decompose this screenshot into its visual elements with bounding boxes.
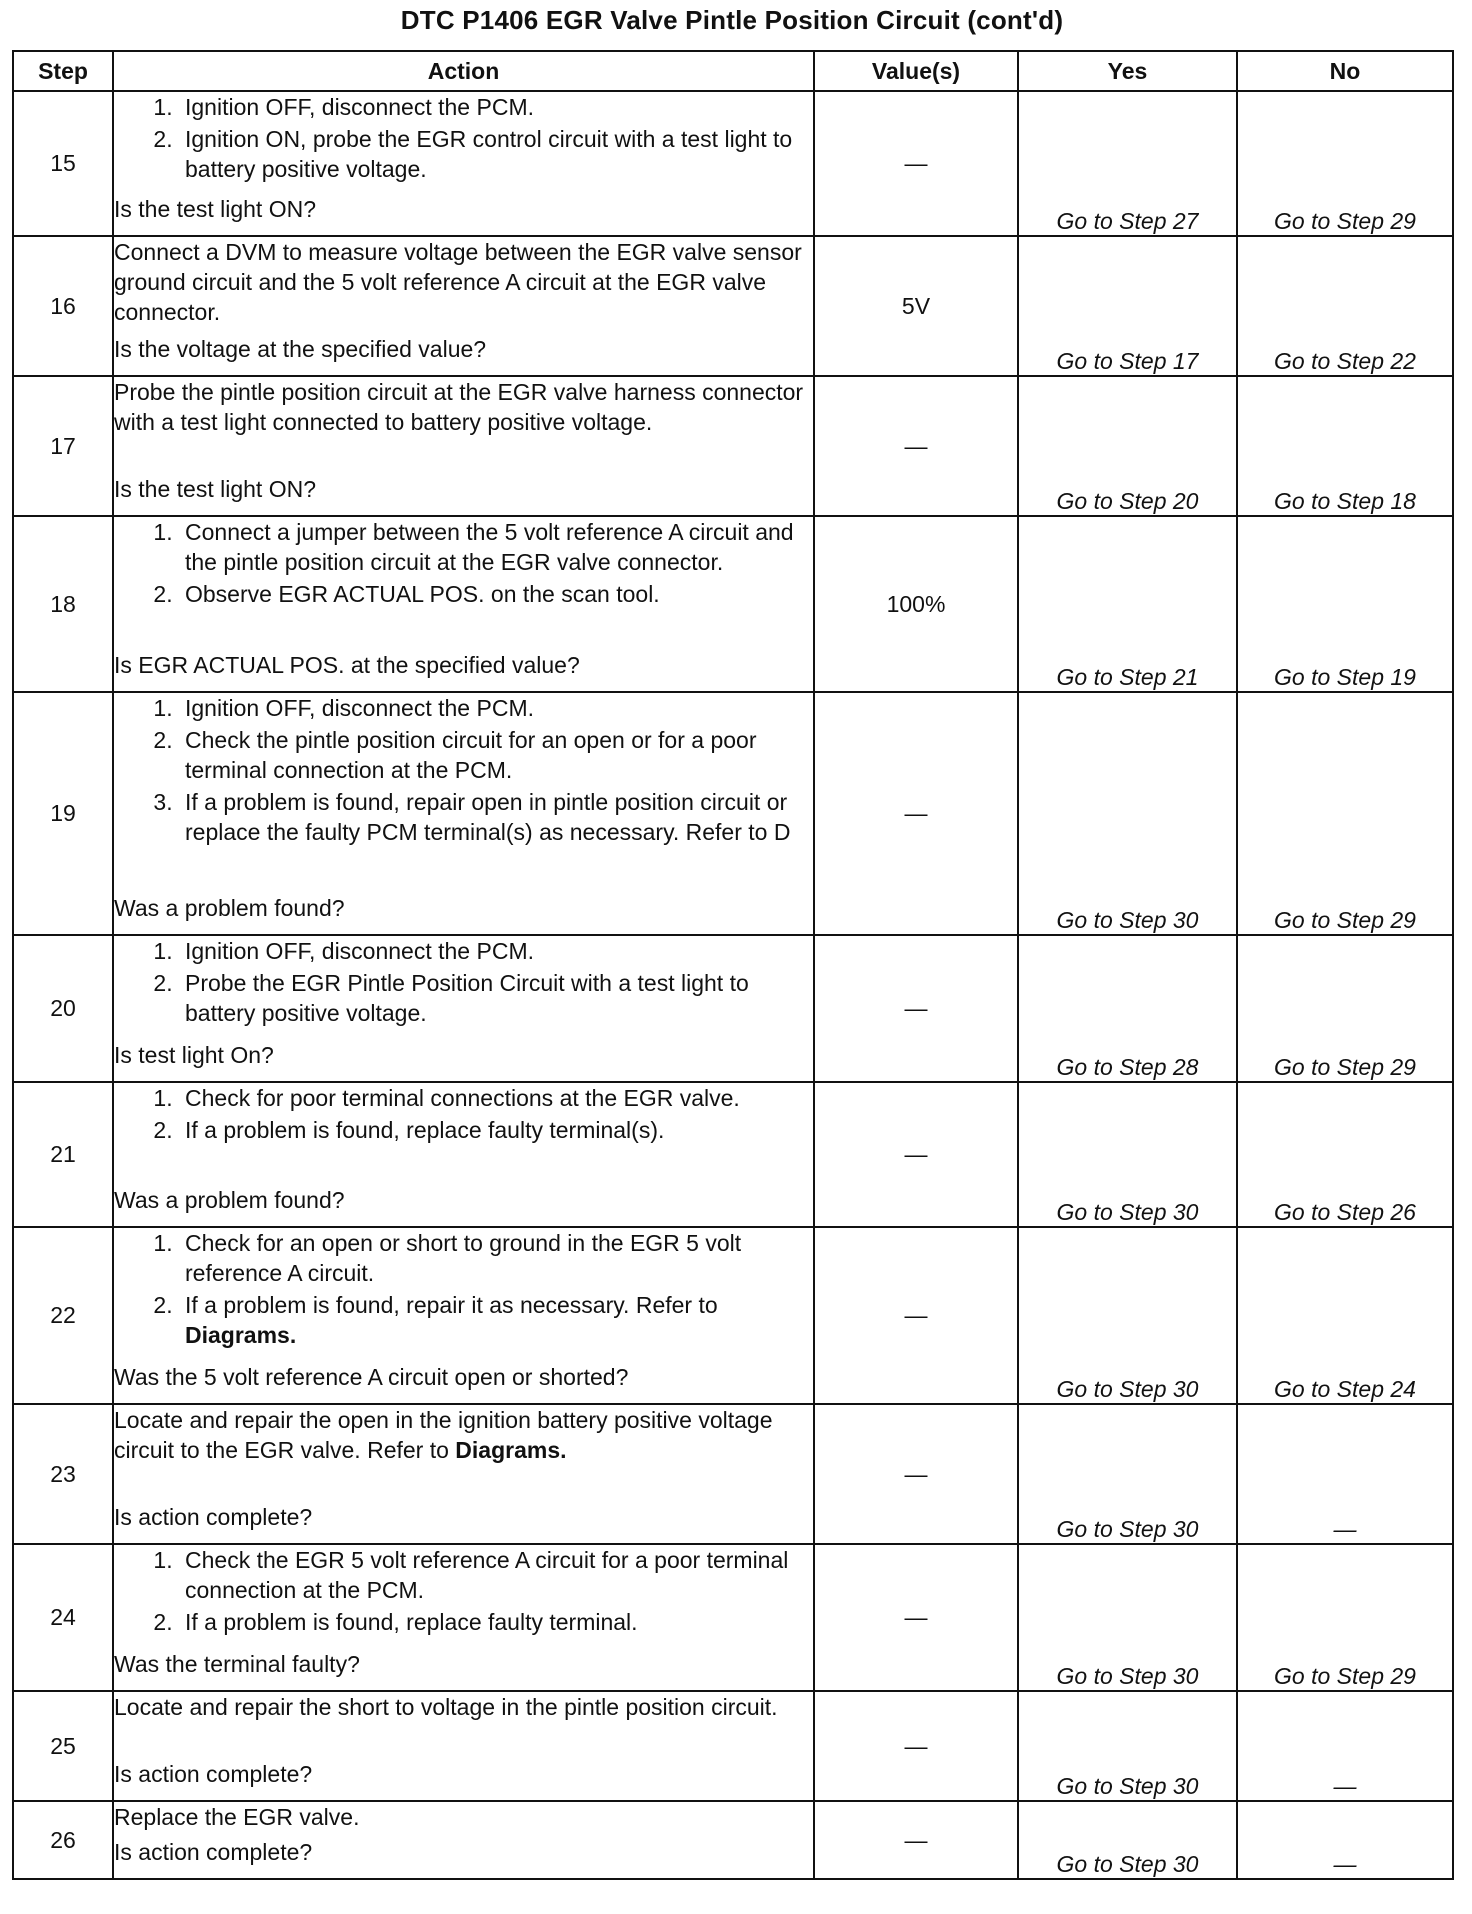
action-cell: [113, 1082, 814, 1227]
step-number: 17: [13, 376, 113, 516]
step-number: 25: [13, 1691, 113, 1801]
action-instruction: [114, 1802, 813, 1832]
action-instruction-text: Locate and repair the short to voltage in the pintle position circuit.: [114, 1694, 778, 1720]
action-step-item: [179, 1083, 813, 1113]
no-goto-cell: —: [1237, 1404, 1453, 1544]
no-goto-cell: Go to Step 26: [1237, 1082, 1453, 1227]
action-step-item: [179, 1290, 813, 1350]
yes-goto-cell: Go to Step 30: [1018, 1801, 1237, 1879]
no-goto-cell: Go to Step 29: [1237, 1544, 1453, 1691]
table-row: [13, 1082, 1453, 1227]
no-goto-cell: Go to Step 29: [1237, 935, 1453, 1082]
action-cell: [113, 516, 814, 692]
table-row: [13, 1544, 1453, 1691]
table-row: [13, 935, 1453, 1082]
table-row: [13, 1227, 1453, 1404]
step-number: 16: [13, 236, 113, 376]
value-cell: —: [814, 1404, 1018, 1544]
action-step-item: [179, 92, 813, 122]
table-row: [13, 1801, 1453, 1879]
action-instruction-text: Replace the EGR valve.: [114, 1804, 360, 1830]
action-instruction-text: Probe the pintle position circuit at the EGR valve harness connector with a test light connected to battery positive voltage.: [114, 379, 804, 435]
column-header-step: Step: [13, 51, 113, 91]
action-cell: [113, 1691, 814, 1801]
action-instruction: [114, 1405, 813, 1465]
action-step-text: Connect a jumper between the 5 volt reference A circuit and the pintle position circuit at the EGR valve connector.: [185, 519, 794, 575]
table-row: [13, 516, 1453, 692]
table-row: [13, 236, 1453, 376]
action-step-list: [114, 936, 813, 1028]
action-step-text: Check for poor terminal connections at the EGR valve.: [185, 1085, 740, 1111]
action-step-list: [114, 1083, 813, 1145]
action-step-item: [179, 1115, 813, 1145]
no-goto-cell: Go to Step 24: [1237, 1227, 1453, 1404]
action-question: Is the voltage at the specified value?: [114, 336, 487, 362]
step-number: 24: [13, 1544, 113, 1691]
action-question: Is test light On?: [114, 1042, 274, 1068]
step-number: 20: [13, 935, 113, 1082]
action-question: Is action complete?: [114, 1761, 313, 1787]
table-header-row: [13, 51, 1453, 91]
action-step-text: Check the EGR 5 volt reference A circuit for a poor terminal connection at the PCM.: [185, 1547, 789, 1603]
diagnostic-table: [12, 50, 1454, 1880]
action-step-item: [179, 517, 813, 577]
action-step-item: [179, 936, 813, 966]
action-instruction-text: Connect a DVM to measure voltage between the EGR valve sensor ground circuit and the 5 volt reference A circuit at the EGR valve connector.: [114, 239, 802, 325]
action-step-list: [114, 92, 813, 184]
value-cell: —: [814, 91, 1018, 236]
value-cell: —: [814, 1544, 1018, 1691]
value-cell: —: [814, 1082, 1018, 1227]
action-question: Is the test light ON?: [114, 476, 316, 502]
page-title: DTC P1406 EGR Valve Pintle Position Circuit (cont'd): [400, 5, 1064, 35]
no-goto-cell: —: [1237, 1691, 1453, 1801]
action-question: Is the test light ON?: [114, 196, 316, 222]
column-header-action: Action: [113, 51, 814, 91]
step-number: 22: [13, 1227, 113, 1404]
action-step-text: Ignition OFF, disconnect the PCM.: [185, 938, 534, 964]
action-instruction-text: Locate and repair the open in the ignition battery positive voltage circuit to the EGR valve. Refer to: [114, 1407, 773, 1463]
yes-goto-cell: Go to Step 30: [1018, 1227, 1237, 1404]
action-step-list: [114, 693, 813, 847]
no-goto-cell: Go to Step 19: [1237, 516, 1453, 692]
action-question: Was the terminal faulty?: [114, 1651, 360, 1677]
action-question: Is action complete?: [114, 1504, 313, 1530]
value-cell: —: [814, 1227, 1018, 1404]
table-row: [13, 692, 1453, 935]
action-step-item: [179, 1228, 813, 1288]
action-cell: [113, 376, 814, 516]
action-step-item: [179, 579, 813, 609]
action-step-item: [179, 693, 813, 723]
action-cell: [113, 1404, 814, 1544]
no-goto-cell: Go to Step 18: [1237, 376, 1453, 516]
value-cell: —: [814, 692, 1018, 935]
step-number: 21: [13, 1082, 113, 1227]
step-number: 19: [13, 692, 113, 935]
value-cell: —: [814, 1691, 1018, 1801]
action-question: Was a problem found?: [114, 895, 345, 921]
action-step-text: If a problem is found, replace faulty terminal(s).: [185, 1117, 665, 1143]
yes-goto-cell: Go to Step 21: [1018, 516, 1237, 692]
action-step-text: Observe EGR ACTUAL POS. on the scan tool.: [185, 581, 660, 607]
action-step-text: Ignition OFF, disconnect the PCM.: [185, 695, 534, 721]
yes-goto-cell: Go to Step 30: [1018, 692, 1237, 935]
action-instruction: [114, 1692, 813, 1722]
value-cell: 5V: [814, 236, 1018, 376]
action-instruction: [114, 377, 813, 437]
action-step-list: [114, 1545, 813, 1637]
yes-goto-cell: Go to Step 17: [1018, 236, 1237, 376]
step-number: 18: [13, 516, 113, 692]
yes-goto-cell: Go to Step 28: [1018, 935, 1237, 1082]
action-cell: [113, 1544, 814, 1691]
action-step-list: [114, 1228, 813, 1350]
action-step-text: Ignition ON, probe the EGR control circuit with a test light to battery positive voltage.: [185, 126, 793, 182]
action-step-text: Check for an open or short to ground in the EGR 5 volt reference A circuit.: [185, 1230, 742, 1286]
column-header-values: Value(s): [814, 51, 1018, 91]
action-question: Is EGR ACTUAL POS. at the specified value?: [114, 652, 580, 678]
action-step-text: Probe the EGR Pintle Position Circuit with a test light to battery positive voltage.: [185, 970, 749, 1026]
action-instruction: [114, 237, 813, 327]
action-step-item: [179, 725, 813, 785]
action-question: Is action complete?: [114, 1839, 313, 1865]
value-cell: 100%: [814, 516, 1018, 692]
action-cell: [113, 91, 814, 236]
value-cell: —: [814, 1801, 1018, 1879]
step-number: 15: [13, 91, 113, 236]
yes-goto-cell: Go to Step 30: [1018, 1544, 1237, 1691]
action-cell: [113, 1227, 814, 1404]
table-row: [13, 91, 1453, 236]
no-goto-cell: Go to Step 29: [1237, 692, 1453, 935]
column-header-yes: Yes: [1018, 51, 1237, 91]
no-goto-cell: Go to Step 29: [1237, 91, 1453, 236]
diagrams-reference: Diagrams.: [455, 1437, 567, 1463]
diagrams-reference: Diagrams.: [185, 1322, 297, 1348]
table-row: [13, 1691, 1453, 1801]
table-body: [13, 91, 1453, 1879]
yes-goto-cell: Go to Step 30: [1018, 1404, 1237, 1544]
action-question: Was a problem found?: [114, 1187, 345, 1213]
action-step-item: [179, 1607, 813, 1637]
value-cell: —: [814, 376, 1018, 516]
column-header-no: No: [1237, 51, 1453, 91]
action-cell: [113, 935, 814, 1082]
yes-goto-cell: Go to Step 27: [1018, 91, 1237, 236]
step-number: 23: [13, 1404, 113, 1544]
action-cell: [113, 1801, 814, 1879]
action-step-text: Ignition OFF, disconnect the PCM.: [185, 94, 534, 120]
action-step-item: [179, 124, 813, 184]
no-goto-cell: —: [1237, 1801, 1453, 1879]
value-cell: —: [814, 935, 1018, 1082]
yes-goto-cell: Go to Step 20: [1018, 376, 1237, 516]
yes-goto-cell: Go to Step 30: [1018, 1691, 1237, 1801]
action-cell: [113, 692, 814, 935]
yes-goto-cell: Go to Step 30: [1018, 1082, 1237, 1227]
action-cell: [113, 236, 814, 376]
action-step-text: Check the pintle position circuit for an open or for a poor terminal connection at the PCM.: [185, 727, 757, 783]
action-step-item: [179, 968, 813, 1028]
action-step-text: If a problem is found, repair it as necessary. Refer to: [185, 1292, 718, 1318]
action-step-text: If a problem is found, replace faulty terminal.: [185, 1609, 638, 1635]
no-goto-cell: Go to Step 22: [1237, 236, 1453, 376]
action-step-item: [179, 1545, 813, 1605]
step-number: 26: [13, 1801, 113, 1879]
action-step-item: [179, 787, 813, 847]
table-row: [13, 376, 1453, 516]
action-step-text: If a problem is found, repair open in pintle position circuit or replace the faulty PCM terminal(s) as necessary. Refer to D: [185, 789, 791, 845]
table-row: [13, 1404, 1453, 1544]
action-question: Was the 5 volt reference A circuit open or shorted?: [114, 1364, 629, 1390]
action-step-list: [114, 517, 813, 609]
